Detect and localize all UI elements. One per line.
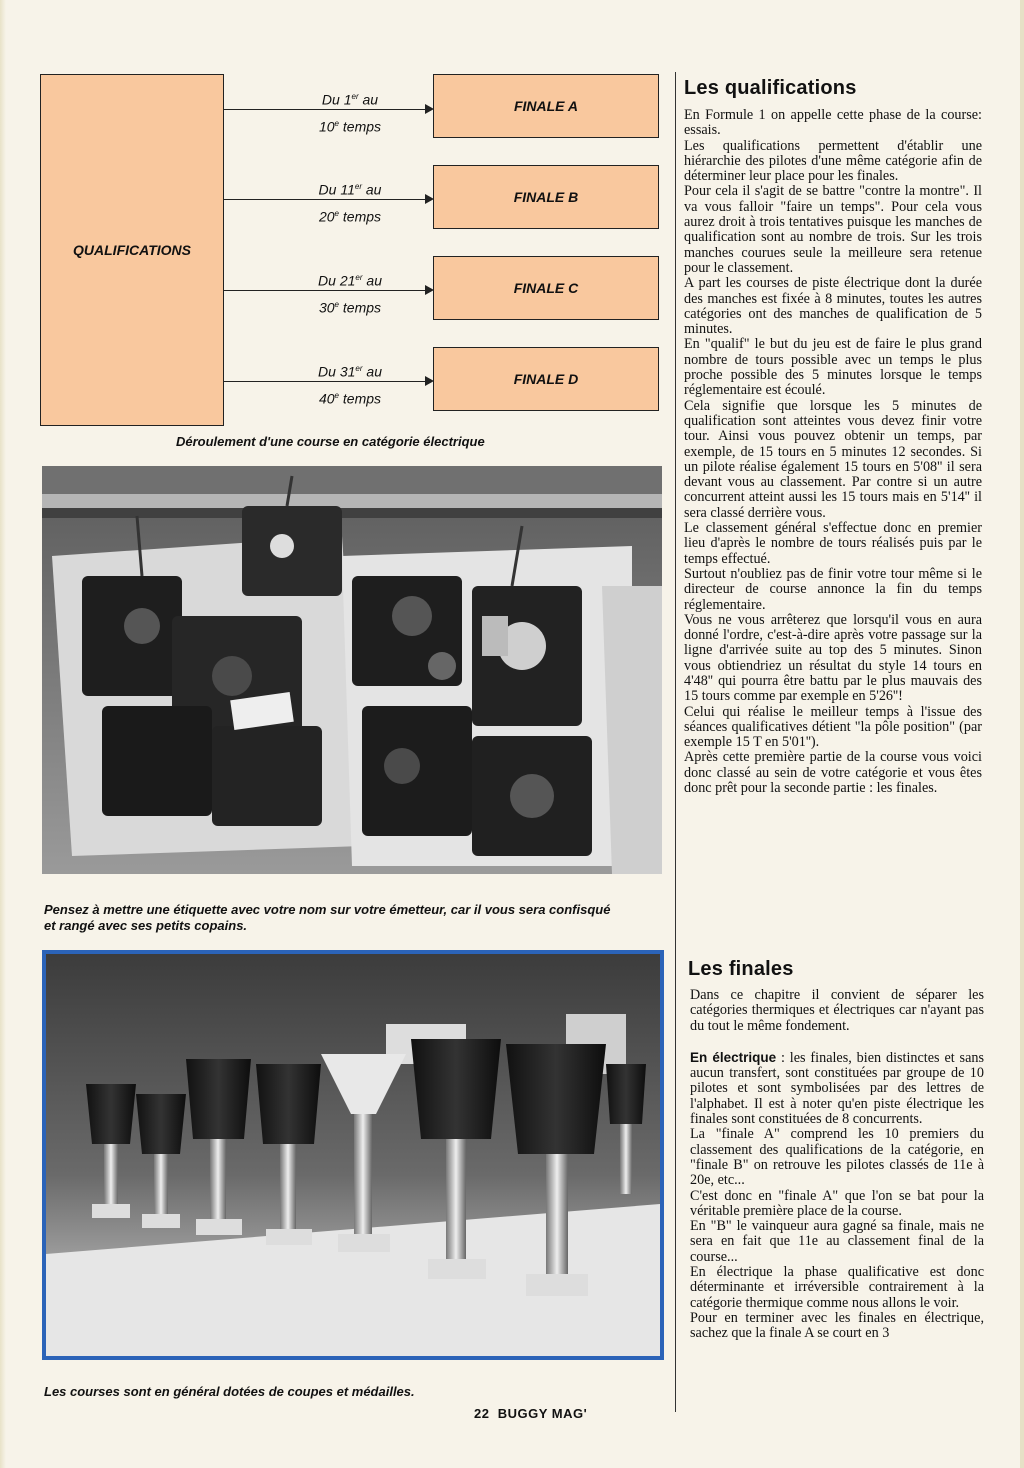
range-label-d-end: 40e temps xyxy=(318,390,382,407)
qualifications-article xyxy=(684,108,982,796)
paragraph: C'est donc en "finale A" que l'on se bat pour la véritable première place de la course. xyxy=(690,1187,984,1219)
caption-line: Pensez à mettre une étiquette avec votre nom sur votre émetteur, car il vous sera confisqué xyxy=(44,902,611,917)
paragraph-gap xyxy=(690,1034,984,1050)
lead-rest: : les finales, bien distinctes et sans aucun transfert, sont constituées par groupe de 10 pilotes et sont symbolisées par des lettres de l'alphabet. Il est à noter qu'en piste électrique les finales sont constituées de 8 concurrents. xyxy=(690,1049,984,1128)
finale-b-box: FINALE B xyxy=(433,165,659,229)
lead-bold: En électrique xyxy=(690,1049,777,1065)
paragraph: Pour en terminer avec les finales en électrique, sachez que la finale A se court en 3 xyxy=(690,1309,984,1342)
paragraph xyxy=(690,1050,984,1127)
caption-line: et rangé avec ses petits copains. xyxy=(44,918,248,933)
range-label-c: Du 21er au xyxy=(318,272,382,289)
paragraph: Celui qui réalise le meilleur temps à l'issue des séances qualificatives détient "la pôle position" (par exemple 15 T en 5'01''). xyxy=(684,703,982,751)
paragraph: Le classement général s'effectue donc en premier lieu d'après le nombre de tours réalisés puis par le temps effectué. xyxy=(684,520,982,567)
qualifications-box: QUALIFICATIONS xyxy=(40,74,224,426)
magazine-name: BUGGY MAG' xyxy=(497,1406,588,1421)
finale-d-box: FINALE D xyxy=(433,347,659,411)
diagram-caption: Déroulement d'une course en catégorie électrique xyxy=(176,434,485,449)
page-number: 22 xyxy=(474,1406,490,1421)
paragraph: Pour cela il s'agit de se battre "contre la montre". Il va vous falloir "faire un temps". Pour cela vous aurez droit à trois tentatives puisque les manches de qualification sont au nombre de trois. Sur les trois manches courues seule la meilleure sera retenue pour le classement. xyxy=(684,183,982,276)
arrow-to-finale-b xyxy=(224,199,431,200)
column-rule xyxy=(675,72,676,1412)
paragraph: Les qualifications permettent d'établir une hiérarchie des pilotes d'une même catégorie afin de déterminer leur place pour les finales. xyxy=(684,137,982,185)
range-label-b-end: 20e temps xyxy=(318,208,382,225)
finale-c-box: FINALE C xyxy=(433,256,659,320)
paragraph: Surtout n'oubliez pas de finir votre tour même si le directeur de course annonce la fin du temps réglementaire. xyxy=(684,565,982,613)
arrow-to-finale-a xyxy=(224,109,431,110)
page-footer xyxy=(474,1406,587,1421)
paragraph: A part les courses de piste électrique dont la durée des manches est fixée à 8 minutes, toutes les autres catégories ont des manches de qualification de 5 minutes. xyxy=(684,275,982,338)
paragraph: Après cette première partie de la course vous voici donc classé au sein de votre catégorie et vous êtes donc prêt pour la seconde partie : les finales. xyxy=(684,749,982,797)
scan-edge xyxy=(0,0,6,1468)
paragraph: En Formule 1 on appelle cette phase de la course: essais. xyxy=(684,107,982,139)
paragraph: En "B" le vainqueur aura gagné sa finale, mais ne sera en fait que 11e au classement final de la course... xyxy=(690,1218,984,1265)
paragraph: En électrique la phase qualificative est donc déterminante et irréversible contrairement à la catégorie thermique comme nous allons le voir. xyxy=(690,1264,984,1311)
scan-edge xyxy=(1020,0,1024,1468)
trophies-caption: Les courses sont en général dotées de coupes et médailles. xyxy=(44,1384,415,1399)
qualification-flow-diagram xyxy=(40,74,662,428)
section-heading-finales: Les finales xyxy=(688,958,794,980)
range-label-d: Du 31er au xyxy=(318,363,382,380)
paragraph: En "qualif" le but du jeu est de faire le plus grand nombre de tours possible avec un temps le plus proche possible des 5 minutes lorsque le temps réglementaire est écoulé. xyxy=(684,336,982,399)
paragraph: Vous ne vous arrêterez que lorsqu'il vous en aura donné l'ordre, c'est-à-dire après votre passage sur la ligne d'arrivée suite au top des 5 minutes. Sinon vous obtiendriez un résultat du style 14 tours en 4'48'' qui pourra être battu par le plus mauvais des 15 tours comme par exemple en 5'26''! xyxy=(684,611,982,705)
section-heading-qualifications: Les qualifications xyxy=(684,77,857,99)
finale-a-box: FINALE A xyxy=(433,74,659,138)
finales-article xyxy=(690,988,984,1342)
paragraph: Dans ce chapitre il convient de séparer les catégories thermiques et électriques car n'ayant pas du tout le même fondement. xyxy=(690,987,984,1034)
arrow-to-finale-c xyxy=(224,290,431,291)
paragraph: Cela signifie que lorsque les 5 minutes de qualification sont atteintes vous devez finir votre tour. Ainsi vous pouvez obtenir un temps, par exemple, de 15 tours en 5 minutes 12 secondes. Si un pilote réalise également 15 tours en 5'08'' il sera devant vous au classement. Par contre si un autre concurrent atteint aussi les 15 tours mais en 5'14'' il sera classé derrière vous. xyxy=(684,397,982,521)
range-label-c-end: 30e temps xyxy=(318,299,382,316)
range-label-a: Du 1er au xyxy=(321,91,379,108)
range-label-b: Du 11er au xyxy=(318,181,382,198)
range-label-a-end: 10e temps xyxy=(318,118,382,135)
transmitters-photo xyxy=(42,466,662,874)
paragraph: La "finale A" comprend les 10 premiers du classement des qualifications de la catégorie, en "finale B" on retrouve les pilotes classés de 11e à 20e, etc... xyxy=(690,1126,984,1189)
arrow-to-finale-d xyxy=(224,381,431,382)
trophies-photo xyxy=(42,950,664,1360)
transmitters-caption xyxy=(44,902,610,934)
